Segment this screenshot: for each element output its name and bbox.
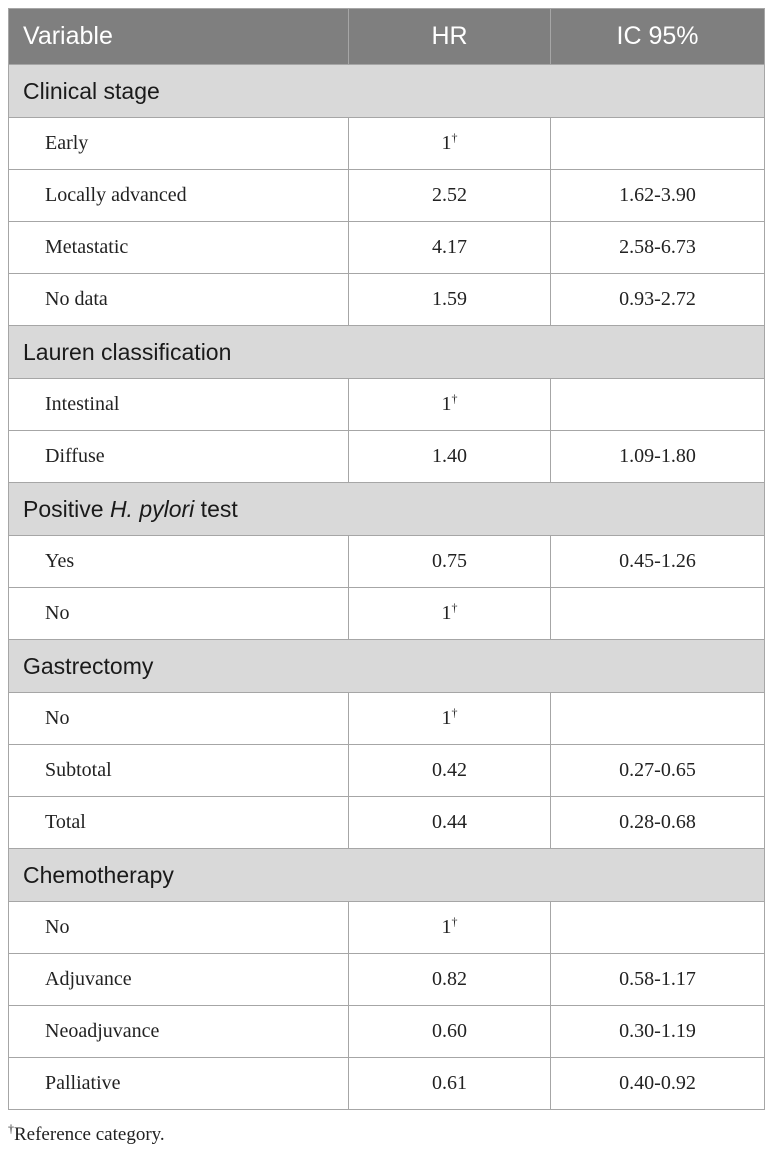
reference-mark: † (451, 600, 458, 615)
row-hr: 1† (349, 118, 551, 170)
header-ci: IC 95% (551, 9, 765, 65)
row-label: Palliative (9, 1058, 349, 1110)
row-label: Neoadjuvance (9, 1006, 349, 1058)
row-label: Early (9, 118, 349, 170)
row-hr: 2.52 (349, 170, 551, 222)
section-row-gastrectomy (9, 640, 765, 693)
row-label: Adjuvance (9, 954, 349, 1006)
row-ci: 0.58-1.17 (551, 954, 765, 1006)
row-hr: 0.75 (349, 536, 551, 588)
row-ci (551, 118, 765, 170)
row-ci: 1.62-3.90 (551, 170, 765, 222)
table-row (9, 797, 765, 849)
table-row (9, 745, 765, 797)
row-label: No (9, 693, 349, 745)
row-ci (551, 902, 765, 954)
row-hr: 0.61 (349, 1058, 551, 1110)
row-hr: 1† (349, 379, 551, 431)
row-ci: 0.28-0.68 (551, 797, 765, 849)
row-hr: 0.82 (349, 954, 551, 1006)
table-row (9, 379, 765, 431)
row-ci: 0.40-0.92 (551, 1058, 765, 1110)
table-footnote (8, 1121, 165, 1146)
table-row (9, 902, 765, 954)
table-row (9, 588, 765, 640)
row-label: Diffuse (9, 431, 349, 483)
row-ci: 0.30-1.19 (551, 1006, 765, 1058)
row-ci: 1.09-1.80 (551, 431, 765, 483)
section-title: Gastrectomy (9, 640, 765, 693)
row-ci (551, 379, 765, 431)
row-ci (551, 693, 765, 745)
section-title: Lauren classification (9, 326, 765, 379)
row-hr: 0.60 (349, 1006, 551, 1058)
row-ci: 0.93-2.72 (551, 274, 765, 326)
row-ci: 2.58-6.73 (551, 222, 765, 274)
row-hr: 1† (349, 588, 551, 640)
section-row-clinical-stage (9, 65, 765, 118)
row-label: Total (9, 797, 349, 849)
footnote-text: Reference category. (14, 1124, 165, 1145)
table-row (9, 954, 765, 1006)
row-hr: 0.42 (349, 745, 551, 797)
row-label: Intestinal (9, 379, 349, 431)
row-label: No (9, 588, 349, 640)
reference-mark: † (451, 130, 458, 145)
table-row (9, 222, 765, 274)
table-row (9, 170, 765, 222)
row-hr: 1† (349, 693, 551, 745)
row-label: Locally advanced (9, 170, 349, 222)
footnote-mark: † (8, 1121, 14, 1136)
row-hr: 4.17 (349, 222, 551, 274)
table-row (9, 1006, 765, 1058)
row-hr: 1† (349, 902, 551, 954)
table-row (9, 118, 765, 170)
section-title: Clinical stage (9, 65, 765, 118)
header-variable: Variable (9, 9, 349, 65)
section-row-chemotherapy (9, 849, 765, 902)
header-hr: HR (349, 9, 551, 65)
row-hr: 0.44 (349, 797, 551, 849)
section-row-h-pylori (9, 483, 765, 536)
table-row (9, 274, 765, 326)
row-hr: 1.59 (349, 274, 551, 326)
section-row-lauren-classification (9, 326, 765, 379)
section-title: Positive H. pylori test (9, 483, 765, 536)
row-label: No (9, 902, 349, 954)
row-label: Metastatic (9, 222, 349, 274)
table-row (9, 536, 765, 588)
table-row (9, 431, 765, 483)
row-hr: 1.40 (349, 431, 551, 483)
reference-mark: † (451, 705, 458, 720)
table-row (9, 693, 765, 745)
reference-mark: † (451, 391, 458, 406)
row-label: Yes (9, 536, 349, 588)
row-ci: 0.27-0.65 (551, 745, 765, 797)
header-row (9, 9, 765, 65)
row-label: No data (9, 274, 349, 326)
row-ci (551, 588, 765, 640)
table-row (9, 1058, 765, 1110)
hazard-ratio-table (8, 8, 765, 1110)
reference-mark: † (451, 914, 458, 929)
section-title: Chemotherapy (9, 849, 765, 902)
row-label: Subtotal (9, 745, 349, 797)
row-ci: 0.45-1.26 (551, 536, 765, 588)
